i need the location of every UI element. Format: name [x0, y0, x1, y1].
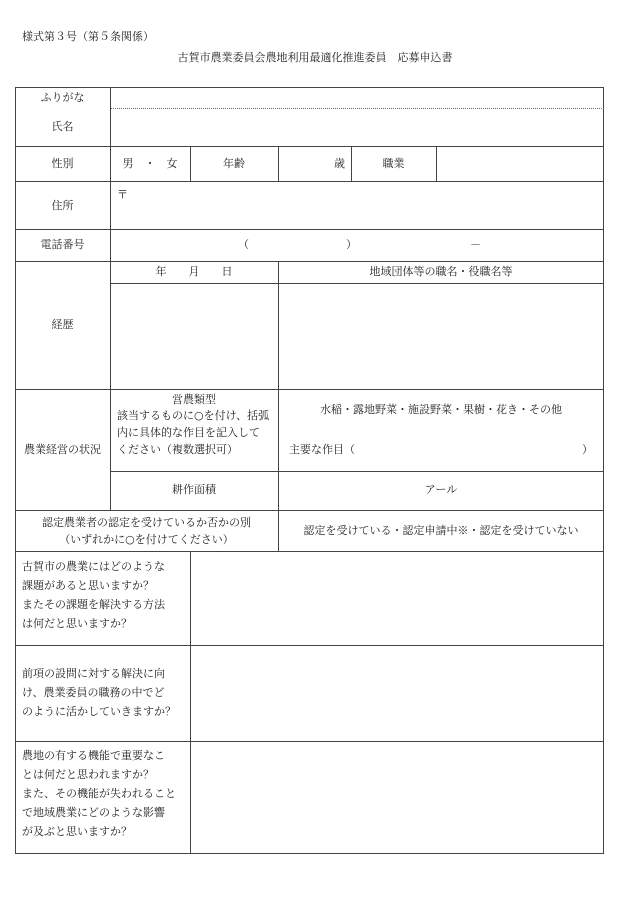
address-field[interactable] — [112, 183, 602, 228]
area-unit: アール — [424, 483, 458, 496]
postal-mark: 〒 — [117, 188, 128, 201]
question-3: 農地の有する機能で重要なこ とは何だと思われますか？ また、その機能が失われること で地域農業にどのような影響 が及ぶと思いますか？ — [22, 749, 176, 838]
farm-type-options[interactable]: 水稲・露地野菜・施設野菜・果樹・花き・その他 — [320, 403, 562, 416]
farm-type-instruction: 該当するものに○を付け、括弧 内に具体的な作目を記入して ください（複数選択可） — [117, 409, 270, 456]
gender-label: 性別 — [51, 157, 74, 170]
question-2: 前項の設問に対する解決に向 け、農業委員の職務の中でど のように活かしていきますか？ — [22, 667, 176, 718]
certification-question: 認定農業者の認定を受けているか否かの別 （いずれかに○を付けてください） — [42, 516, 251, 546]
form-number: 様式第３号（第５条関係） — [22, 30, 154, 43]
certification-options[interactable]: 認定を受けている・認定申請中※・認定を受けていない — [303, 524, 579, 537]
answer-1-field[interactable] — [192, 553, 602, 644]
occupation-label: 職業 — [382, 157, 405, 170]
cultivated-area-label: 耕作面積 — [172, 483, 216, 496]
farm-type-title: 営農類型 — [172, 393, 216, 406]
age-label: 年齢 — [223, 157, 245, 170]
phone-dash: － — [470, 238, 481, 251]
career-position-header: 地域団体等の職名・役職名等 — [369, 265, 513, 278]
form-title: 古賀市農業委員会農地利用最適化推進委員 応募申込書 — [177, 51, 453, 64]
occupation-field[interactable] — [438, 148, 602, 180]
career-date-header: 年 月 日 — [155, 265, 233, 278]
age-field[interactable] — [280, 148, 330, 180]
question-1: 古賀市の農業にはどのような 課題があると思いますか？ またその課題を解決する方法 は何だと思いますか？ — [22, 560, 165, 630]
career-date-field[interactable] — [112, 285, 276, 387]
furigana-label: ふりがな — [40, 91, 85, 104]
name-label: 氏名 — [51, 120, 74, 133]
name-field[interactable] — [112, 110, 602, 145]
career-label: 経歴 — [51, 318, 74, 331]
career-position-field[interactable] — [280, 285, 602, 387]
gender-options[interactable]: 男 ・ 女 — [122, 157, 178, 170]
phone-label: 電話番号 — [40, 238, 85, 251]
main-crop-close-paren: ） — [582, 443, 593, 456]
farm-status-label: 農業経営の状況 — [24, 443, 101, 456]
address-label: 住所 — [51, 199, 74, 212]
answer-2-field[interactable] — [192, 647, 602, 740]
cultivated-area-field[interactable] — [280, 473, 420, 508]
main-crop-field[interactable] — [360, 436, 578, 464]
main-crop-label: 主要な作目（ — [289, 443, 355, 456]
furigana-field[interactable] — [112, 88, 602, 107]
phone-close-paren: ） — [346, 238, 357, 251]
age-unit: 歳 — [334, 157, 345, 170]
answer-3-field[interactable] — [192, 743, 602, 853]
phone-field[interactable] — [112, 231, 602, 260]
phone-open-paren: （ — [238, 238, 249, 251]
furigana-divider — [110, 108, 604, 109]
